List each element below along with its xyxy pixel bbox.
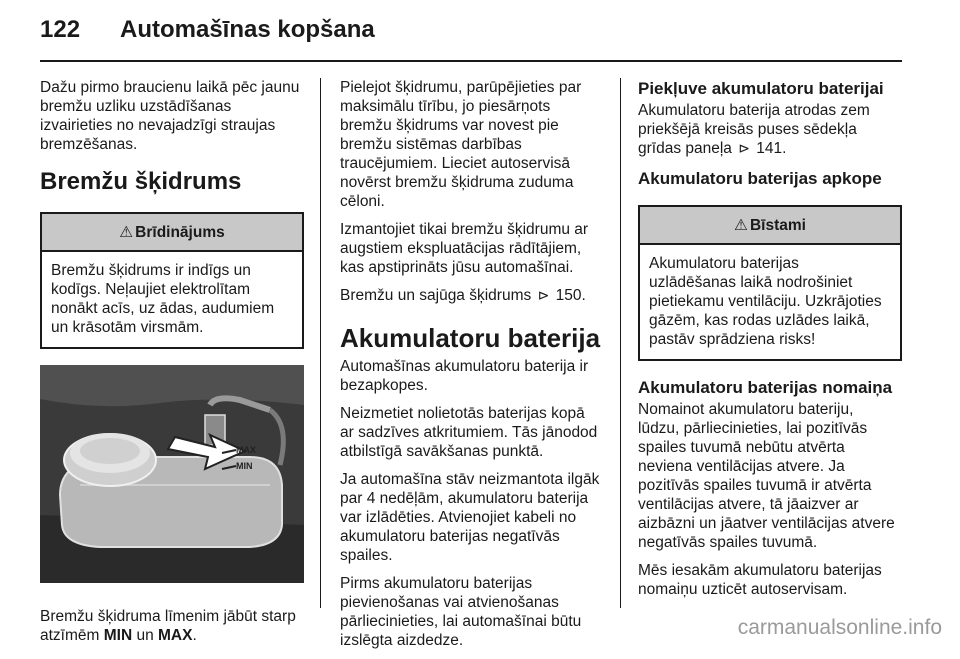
header-rule xyxy=(40,60,902,62)
reference-page-link[interactable]: 150. xyxy=(555,287,586,304)
paragraph-replacement: Nomainot akumulatoru bateriju, lūdzu, pārliecinieties, lai pozitīvās spailes tuvumā nebūtu atvērta neviena ventilācijas atvere. Ja pozitīvās spailes tuvumā ir atvērta ventilācijas atvere, tā jāaizver ar aizbāzni un jāatver ventilācijas atvere negatīvās spailes tuvumā. xyxy=(638,401,895,551)
subheading-battery-care: Akumulatoru baterijas apkope xyxy=(638,169,882,188)
watermark: carmanualsonline.info xyxy=(737,616,942,639)
danger-box-header xyxy=(640,207,900,245)
reference-arrow-icon: ⊳ xyxy=(738,140,750,156)
brake-fluid-reservoir-illustration xyxy=(40,365,304,583)
warning-box-title: Brīdinājums xyxy=(135,223,225,241)
warning-box-text: Bremžu šķidrums ir indīgs un kodīgs. Neļaujiet elektrolītam nonākt acīs, uz ādas, audumiem un krāsotām virsmām. xyxy=(51,262,275,336)
page-number: 122 xyxy=(40,16,81,43)
column-1 xyxy=(40,78,304,654)
warning-box xyxy=(40,212,304,349)
running-title: Automašīnas kopšana xyxy=(120,16,375,43)
column-divider-2 xyxy=(620,78,621,608)
level-caption: Bremžu šķidruma līmenim jābūt starp atzīmēm MIN un MAX. xyxy=(40,608,296,644)
warning-triangle-icon: ⚠ xyxy=(734,216,748,234)
danger-box-title: Bīstami xyxy=(749,216,806,234)
paragraph-fluid-type: Izmantojiet tikai bremžu šķidrumu ar augstiem ekspluatācijas rādītājiem, kas apstiprināts jūsu automašīnai. xyxy=(340,221,589,276)
section-heading-battery: Akumulatoru baterija xyxy=(340,323,601,353)
column-divider-1 xyxy=(320,78,321,608)
caption-max: MAX xyxy=(158,627,193,644)
paragraph-filling: Pielejot šķidrumu, parūpējieties par maksimālu tīrību, jo piesārņots bremžu šķidrums var novest pie bremžu sistēmas darbības traucējumiem. Lieciet autoservisā novērst bremžu šķidruma zuduma cēloni. xyxy=(340,79,582,210)
paragraph-maintenance-free: Automašīnas akumulatoru baterija ir bezapkopes. xyxy=(340,358,589,394)
section-heading-brake-fluid: Bremžu šķidrums xyxy=(40,168,242,195)
column-2 xyxy=(340,78,606,659)
danger-box-text: Akumulatoru baterijas uzlādēšanas laikā nodrošiniet pietiekamu ventilāciju. Uzkrājoties gāzēm, kas rodas uzlādes laikā, pastāv sprādziena risks! xyxy=(649,255,882,348)
column-3 xyxy=(638,78,902,608)
paragraph-discharge: Ja automašīna stāv neizmantota ilgāk par 4 nedēļām, akumulatoru baterija var izlādēties. Atvienojiet kabeli no akumulatoru baterijas negatīvās spailes. xyxy=(340,471,600,564)
paragraph-ignition: Pirms akumulatoru baterijas pievienošanas vai atvienošanas pārliecinieties, lai automašīnai būtu izslēgta aizdedze. xyxy=(340,575,582,649)
paragraph-reference: Bremžu un sajūga šķidrums ⊳ 150. xyxy=(340,287,586,304)
warning-box-header xyxy=(42,214,302,252)
warning-triangle-icon: ⚠ xyxy=(119,223,134,241)
page-header xyxy=(40,14,902,64)
max-mark-label: MAX xyxy=(236,445,256,455)
reference-arrow-icon: ⊳ xyxy=(537,287,550,303)
paragraph-disposal: Neizmetiet nolietotās baterijas kopā ar sadzīves atkritumiem. Tās jānodod atbilstīgā savākšanas punktā. xyxy=(340,405,598,460)
min-mark-label: MIN xyxy=(236,461,253,471)
caption-min: MIN xyxy=(103,627,133,644)
paragraph-recommendation: Mēs iesakām akumulatoru baterijas nomaiņu uzticēt autoservisam. xyxy=(638,562,882,598)
subheading-battery-replacement: Akumulatoru baterijas nomaiņa xyxy=(638,378,893,397)
reference-page-link[interactable]: 141. xyxy=(756,140,787,157)
subheading-battery-access: Piekļuve akumulatoru baterijai xyxy=(638,79,884,98)
intro-paragraph: Dažu pirmo braucienu laikā pēc jaunu bremžu uzliku uzstādīšanas izvairieties no nevajadzīgi straujas bremzēšanas. xyxy=(40,79,300,153)
paragraph-battery-location: Akumulatoru baterija atrodas zem priekšējā kreisās puses sēdekļa grīdas paneļa ⊳ 141. xyxy=(638,102,870,157)
danger-box xyxy=(638,205,902,361)
